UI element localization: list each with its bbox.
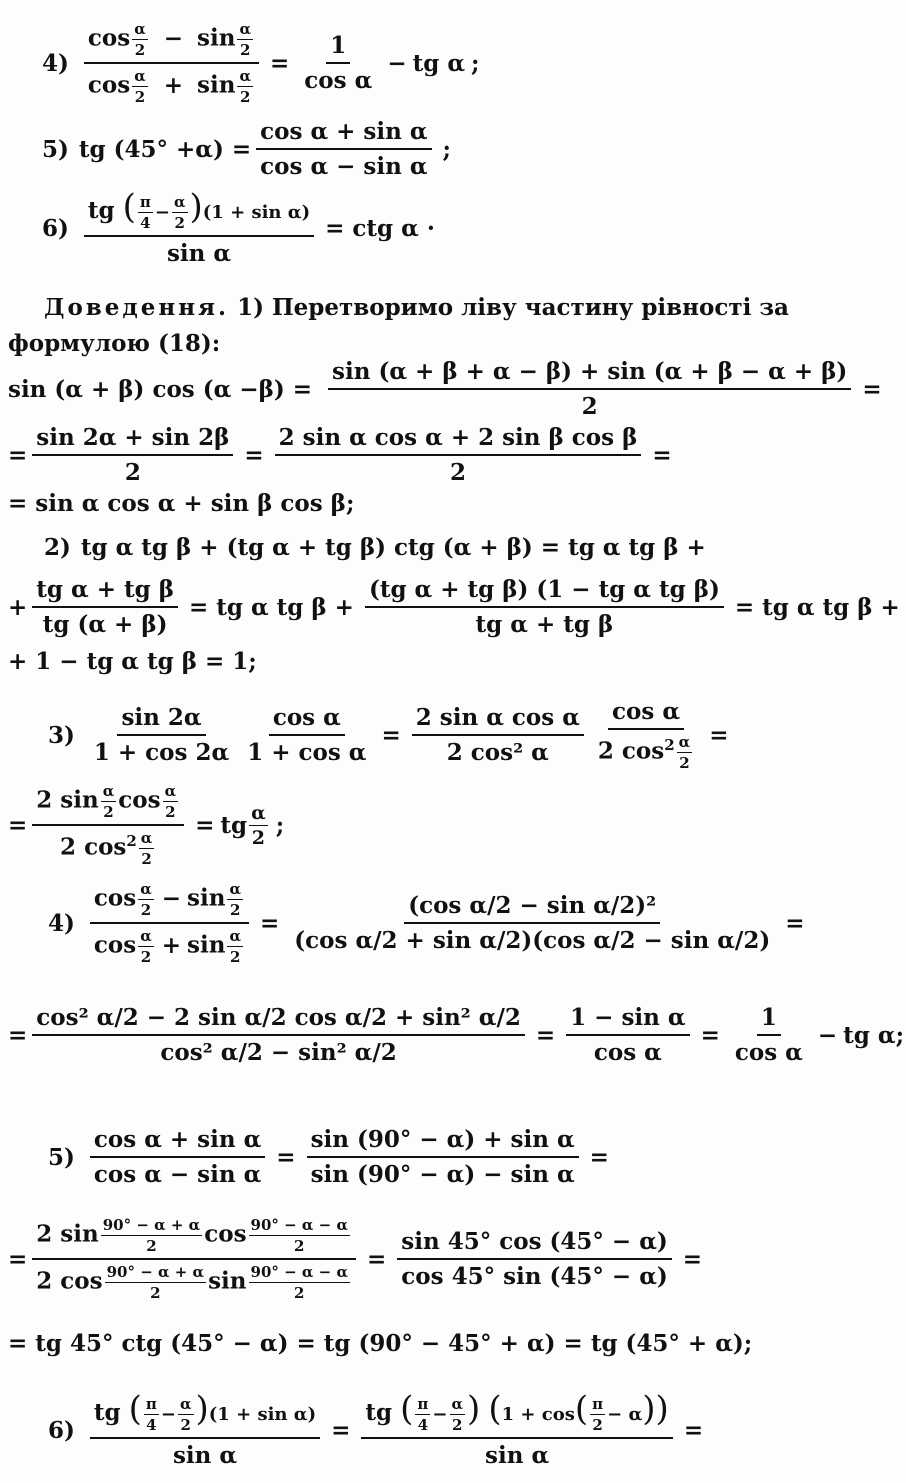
formula-6: 6) tg ( $\frac{\pi}{4}$ − $\frac{\alpha}{2}$ )(1 + sin α) sin α = ctg α · xyxy=(42,187,435,267)
proof-5-line-b: = 2 sin $\frac{90^\circ - \alpha + \alpha}{2}$ cos $\frac{90^\circ - \alpha - \alpha}{2}$ 2 cos $\frac{90^\circ - \alpha + \alpha}{2}$ sin $\frac{90^\circ - \alpha - \alpha}{2}$ = $\frac{\sin 45^\circ \cos (45^\circ - \alpha)}{\cos 45^\circ \sin (45^\circ - \alpha)}$ = xyxy=(8,1216,703,1302)
formula-5: 5) tg (45° +α) = $\frac{\text{cos α + sin α}}{\text{cos α − sin α}}$ ; xyxy=(42,118,452,180)
formula-4: 4) cos $\frac{\alpha}{2}$ − sin $\frac{\alpha}{2}$ cos $\frac{\alpha}{2}$ + sin $\frac{\alpha}{2}$ = $\frac{1}{\text{cos α}}$ − tg α ; xyxy=(42,20,480,106)
fraction: cos $\frac{\alpha}{2}$ − sin $\frac{\alpha}{2}$ cos $\frac{\alpha}{2}$ + sin $\frac{\alpha}{2}$ xyxy=(84,20,259,106)
proof-1-line-b: = $\frac{\sin 2\alpha + \sin 2\beta}{2}$ = $\frac{\text{2 sin α cos α + 2 sin β cos β}}{2}$ = xyxy=(8,424,672,486)
proof-4-line-b: = $\frac{\text{cos² α/2 − 2 sin α/2 cos α/2 + sin² α/2}}{\text{cos² α/2 − sin² α/2}}$ = $\frac{\text{1 − sin α}}{\text{cos α}}$ = $\frac{1}{\text{cos α}}$ − tg α ; xyxy=(8,1004,905,1066)
proof-2-line-a: 2) tg α tg β + (tg α + tg β) ctg (α + β) = tg α tg β + xyxy=(44,534,706,561)
proof-1-line-a: sin (α + β) cos (α −β) = $\frac{\sin (\alpha + \beta + \alpha - \beta) + \sin (\alpha + \beta - \alpha + \beta)}{2}$ = xyxy=(8,358,882,420)
proof-3-line-b: = 2 sin $\frac{\alpha}{2}$ cos $\frac{\alpha}{2}$ 2 $\cos^2$ $\frac{\alpha}{2}$ = tg $\frac{\alpha}{2}$ ; xyxy=(8,782,285,868)
proof-intro xyxy=(8,290,868,362)
proof-5-line-a: 5) $\frac{\text{cos α + sin α}}{\text{cos α − sin α}}$ = $\frac{\text{sin (90° − α) + sin α}}{\text{sin (90° − α) − sin α}}$ = xyxy=(48,1126,609,1188)
item-label: 4) xyxy=(42,49,69,77)
proof-3-line-a: 3) $\frac{\sin 2\alpha}{1 + \cos 2\alpha}$ $\frac{\text{cos α}}{\text{1 + cos α}}$ = $\frac{\text{2 sin α cos α}}{\text{2 cos² α}}$ cos α 2 $\cos^2$ $\frac{\alpha}{2}$ = xyxy=(48,698,729,772)
proof-2-line-c: + 1 − tg α tg β = 1; xyxy=(8,648,257,675)
proof-text: 1) Перетворимо ліву частину рівності за формулою (18): xyxy=(8,294,789,357)
proof-4-line-a: 4) cos $\frac{\alpha}{2}$ − sin $\frac{\alpha}{2}$ cos $\frac{\alpha}{2}$ + sin $\frac{\alpha}{2}$ = $\frac{\text{(cos α/2 − sin α/2)²}}{\text{(cos α/2 + sin α/2)(cos α/2 − sin α/2)}}$ = xyxy=(48,880,805,966)
proof-5-line-c: = tg 45° ctg (45° − α) = tg (90° − 45° + α) = tg (45° + α); xyxy=(8,1330,753,1357)
proof-word: Доведення. xyxy=(44,294,230,321)
proof-6-line-a: 6) tg ( $\frac{\pi}{4}$ − $\frac{\alpha}{2}$ )(1 + sin α) sin α = tg ( $\frac{\pi}{4}$ − $\frac{\alpha}{2}$ ) (1 + cos( $\frac{\pi}{2}$ − α)) sin α = xyxy=(48,1389,704,1469)
proof-1-line-c: = sin α cos α + sin β cos β; xyxy=(8,490,355,517)
proof-2-line-b: + $\frac{\text{tg α + tg β}}{tg (\alpha + \beta)}$ = tg α tg β + $\frac{\text{(tg α + tg β) (1 − tg α tg β)}}{\text{tg α + tg β}}$ = tg α tg β + xyxy=(8,576,900,638)
